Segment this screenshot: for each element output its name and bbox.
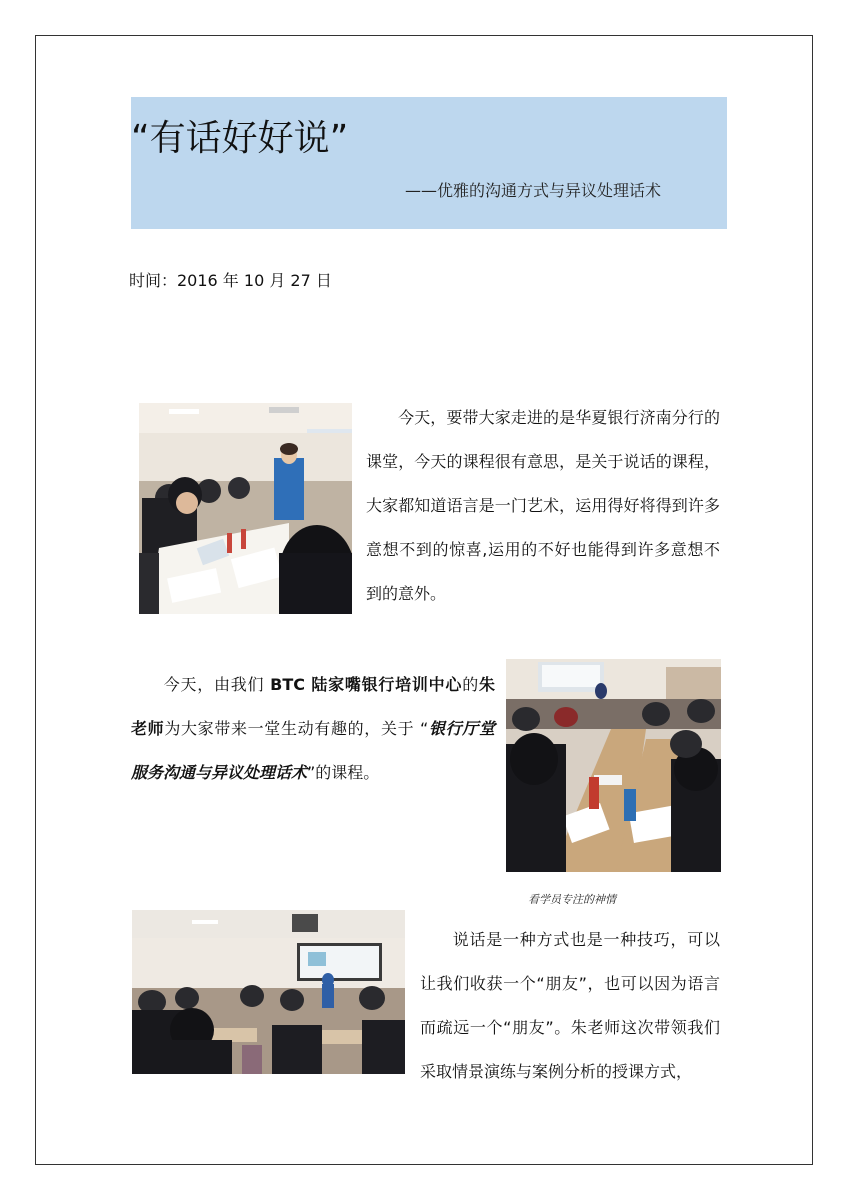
classroom-photo-3 <box>132 910 405 1074</box>
classroom-photo-1 <box>139 403 352 614</box>
paragraph-intro-text: 今天，要带大家走进的是华夏银行济南分行的课堂，今天的课程很有意思，是关于说话的课程，大家都知道语言是一门艺术，运用得好将得到许多意想不到的惊喜,运用的不好也能得到许多意想不到的意外。 <box>366 408 720 603</box>
course-text-1: 今天，由我们 <box>163 675 271 694</box>
page-subtitle: ——优雅的沟通方式与异议处理话术 <box>404 181 661 200</box>
classroom-photo-2 <box>506 659 721 872</box>
course-text-3: 为大家带来一堂生动有趣的，关于 “ <box>164 719 429 738</box>
course-text-4: ”的课程。 <box>307 763 380 782</box>
paragraph-method <box>420 918 720 1094</box>
paragraph-course <box>131 663 495 795</box>
page-title: “有话好好说” <box>131 118 349 159</box>
title-banner <box>131 97 727 229</box>
photo-caption: 看学员专注的神情 <box>528 893 616 906</box>
paragraph-intro <box>366 396 720 616</box>
course-title: 银行厅堂服务沟通与异议处理话术 <box>131 719 495 782</box>
date-line: 时间：2016 年 10 月 27 日 <box>129 271 332 290</box>
course-text-2: 的 <box>462 675 479 694</box>
teacher-name: 朱老师 <box>131 675 495 738</box>
paragraph-method-text: 说话是一种方式也是一种技巧，可以让我们收获一个“朋友”，也可以因为语言而疏远一个“朋友”。朱老师这次带领我们采取情景演练与案例分析的授课方式， <box>420 930 720 1081</box>
training-center-name: BTC 陆家嘴银行培训中心 <box>270 675 463 694</box>
